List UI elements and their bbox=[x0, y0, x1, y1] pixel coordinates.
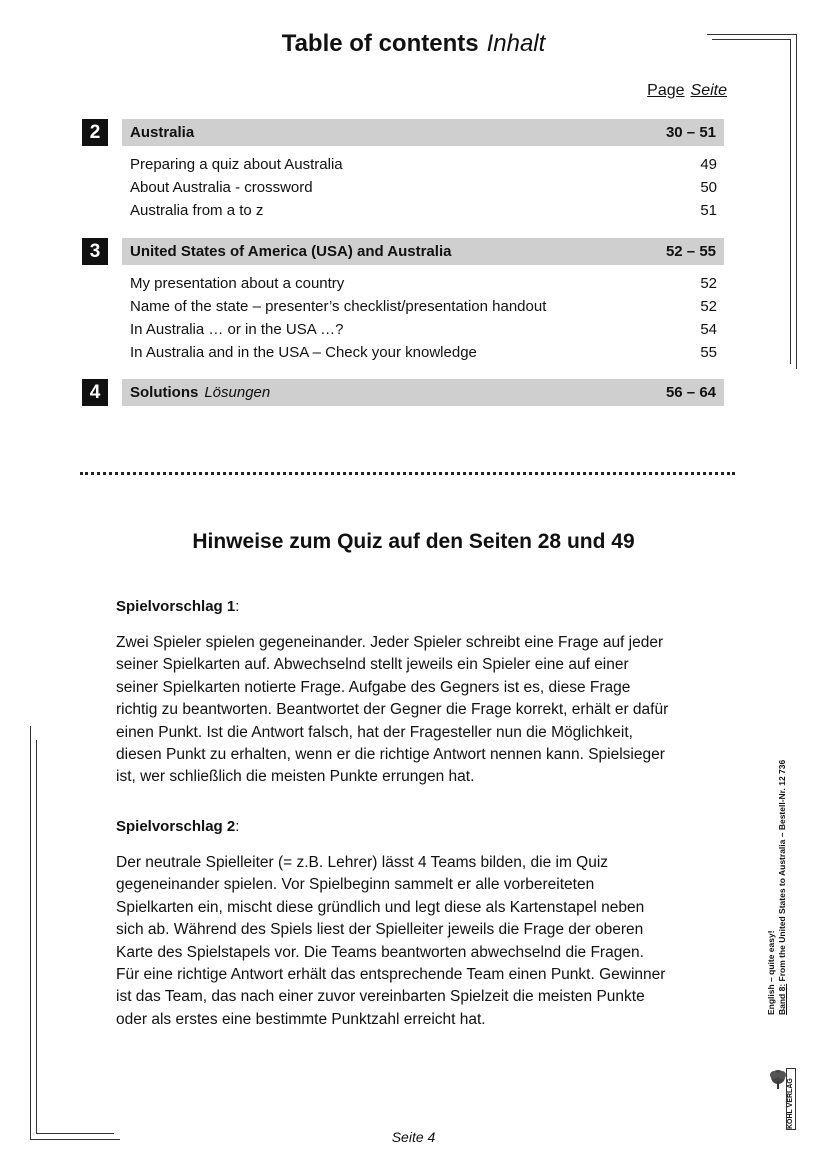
text-line: ist, wer schließlich die meisten Punkte errungen hat. bbox=[116, 768, 475, 786]
toc-entry bbox=[130, 275, 717, 295]
toc-title-alt: Inhalt bbox=[486, 30, 546, 57]
toc-entry-text: Name of the state – presenter’s checklist/presentation handout bbox=[130, 298, 547, 315]
toc-title bbox=[0, 30, 827, 58]
volume-number: Band 8: bbox=[777, 983, 787, 1015]
text-line: Karte des Spielstapels vor. Die Teams beantworten abwechselnd die Fragen. bbox=[116, 943, 644, 961]
section-bar-usa-australia bbox=[122, 238, 724, 265]
toc-title-text: Table of contents bbox=[281, 30, 479, 57]
text-line: einen Punkt. Ist die Antwort falsch, hat der Fragesteller nun die Möglichkeit, bbox=[116, 723, 633, 741]
text-line: Zwei Spieler spielen gegeneinander. Jeder Spieler schreibt eine Frage auf jeder bbox=[116, 634, 664, 651]
section-number: 3 bbox=[82, 238, 108, 265]
toc-entry-text: In Australia … or in the USA …? bbox=[130, 321, 344, 338]
text-line: ist das Team, das nach einer zuvor vereinbarten Spielzeit die meisten Punkte bbox=[116, 988, 645, 1006]
section-number: 4 bbox=[82, 379, 108, 406]
toc-entry-text: In Australia and in the USA – Check your knowledge bbox=[130, 344, 477, 361]
section-bar-solutions bbox=[122, 379, 724, 406]
proposal-label: Spielvorschlag 1: bbox=[116, 598, 240, 615]
proposal-text bbox=[116, 852, 716, 1031]
toc-entry bbox=[130, 156, 717, 176]
section-title-alt: Lösungen bbox=[204, 384, 271, 401]
toc-entry-text: About Australia - crossword bbox=[130, 179, 313, 196]
page-column-header bbox=[647, 82, 727, 100]
toc-entry bbox=[130, 202, 717, 222]
page-label: Page bbox=[647, 82, 685, 99]
volume-title: From the United States to Australia – Bestell-Nr. 12 736 bbox=[777, 759, 787, 984]
text-line: seiner Spielkarten notierte Frage. Aufgabe des Gegners ist es, diese Frage bbox=[116, 678, 631, 696]
frame-bottom-left-vertical bbox=[30, 726, 31, 1140]
section-title-text: Solutions bbox=[130, 384, 199, 401]
toc-entry-page: 52 bbox=[700, 275, 717, 292]
toc-entry bbox=[130, 344, 717, 364]
toc-entry-text: Preparing a quiz about Australia bbox=[130, 156, 343, 173]
frame-top-right-vertical bbox=[796, 34, 797, 369]
section-bar-australia bbox=[122, 119, 724, 146]
text-line: richtig zu beantworten. Beantwortet der Gegner die Frage korrekt, erhält er dafür bbox=[116, 701, 669, 719]
dotted-divider bbox=[80, 472, 735, 475]
proposal-label-text: Spielvorschlag 2 bbox=[116, 818, 236, 835]
proposal-text bbox=[116, 632, 716, 789]
text-line: oder als erstes eine bestimmte Punktzahl erreicht hat. bbox=[116, 1010, 486, 1028]
section-number: 2 bbox=[82, 119, 108, 146]
tree-logo-icon bbox=[768, 1068, 788, 1090]
section-pages: 52 – 55 bbox=[665, 243, 716, 260]
section-pages: 56 – 64 bbox=[665, 384, 716, 401]
toc-entry-text: Australia from a to z bbox=[130, 202, 264, 219]
toc-entry-page: 49 bbox=[700, 156, 717, 173]
page-footer: Seite 4 bbox=[391, 1129, 436, 1145]
series-title: English – quite easy! bbox=[766, 930, 776, 1015]
toc-entry bbox=[130, 321, 717, 341]
proposal-label-text: Spielvorschlag 1 bbox=[116, 598, 236, 615]
publisher-info bbox=[766, 705, 788, 1015]
toc-entry-page: 55 bbox=[700, 344, 717, 361]
publisher-logo-text: KOHL VERLAG bbox=[786, 1068, 796, 1130]
text-line: diesen Punkt zu erhalten, wenn er die richtige Antwort nennen kann. Spielsieger bbox=[116, 746, 665, 764]
frame-bottom-left-vertical-inner bbox=[36, 740, 37, 1134]
section-pages: 30 – 51 bbox=[665, 124, 716, 141]
section-title: Australia bbox=[130, 124, 195, 141]
toc-entry bbox=[130, 298, 717, 318]
text-line: Der neutrale Spielleiter (= z.B. Lehrer) lässt 4 Teams bilden, die im Quiz bbox=[116, 854, 609, 871]
toc-entry-page: 51 bbox=[700, 202, 717, 219]
text-line: gegeneinander spielen. Vor Spielbeginn sammelt er alle vorbereiteten bbox=[116, 876, 595, 894]
toc-entry-page: 54 bbox=[700, 321, 717, 338]
toc-entry-page: 50 bbox=[700, 179, 717, 196]
text-line: Spielkarten ein, mischt diese gründlich und legt diese als Kartenstapel neben bbox=[116, 898, 645, 916]
notes-heading: Hinweise zum Quiz auf den Seiten 28 und 49 bbox=[192, 530, 635, 553]
toc-entry bbox=[130, 179, 717, 199]
toc-entry-page: 52 bbox=[700, 298, 717, 315]
section-title bbox=[130, 379, 270, 406]
volume-info bbox=[777, 705, 788, 1015]
text-line: Für eine richtige Antwort erhält das entsprechende Team einen Punkt. Gewinner bbox=[116, 966, 666, 984]
text-line: seiner Spielkarten auf. Abwechselnd stellt jeweils ein Spieler eine auf einer bbox=[116, 656, 629, 674]
frame-top-right-vertical-inner bbox=[790, 39, 791, 364]
proposal-label: Spielvorschlag 2: bbox=[116, 818, 240, 835]
page-label-alt: Seite bbox=[690, 82, 727, 99]
toc-entry-text: My presentation about a country bbox=[130, 275, 345, 292]
text-line: sich ab. Während des Spiels liest der Spielleiter jeweils die Frage der oberen bbox=[116, 921, 644, 939]
section-title: United States of America (USA) and Australia bbox=[130, 243, 452, 260]
